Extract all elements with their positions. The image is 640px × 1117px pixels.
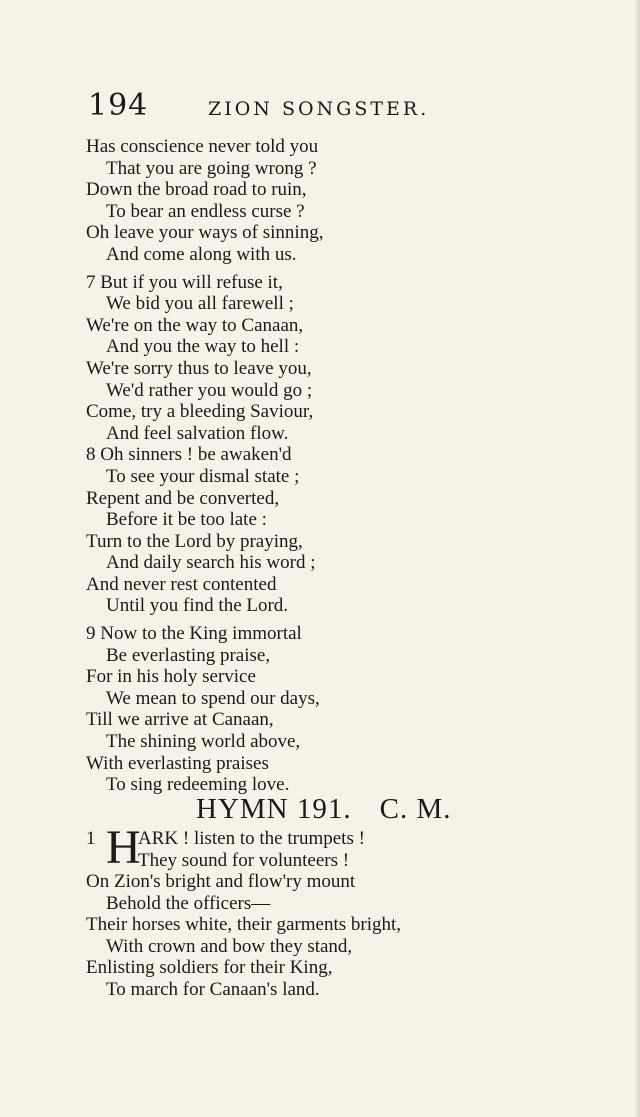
hymn-title: HYMN 191. <box>196 793 352 825</box>
verse-line: To march for Canaan's land. <box>106 978 320 1000</box>
page-edge-shadow <box>634 0 640 1117</box>
verse-line: With everlasting praises <box>86 752 269 774</box>
verse-number: 8 <box>86 444 96 466</box>
verse-line: To see your dismal state ; <box>106 465 300 487</box>
verse-first-line: 7 But if you will refuse it, <box>86 271 283 293</box>
verse-line: Has conscience never told you <box>86 136 319 157</box>
verse-line: Until you find the Lord. <box>106 595 289 617</box>
hymn-meter: C. M. <box>379 793 452 825</box>
verse-first-line: 9 Now to the King immortal <box>86 623 302 645</box>
verse-line: Down the broad road to ruin, <box>86 179 307 201</box>
hymn-heading <box>196 793 496 826</box>
verse-line: They sound for volunteers ! <box>138 849 350 871</box>
verse-line: Till we arrive at Canaan, <box>86 709 274 731</box>
verse-line: ARK ! listen to the trumpets ! <box>138 828 365 849</box>
verse-line: We're sorry thus to leave you, <box>86 357 312 379</box>
verse-line: Turn to the Lord by praying, <box>86 530 303 552</box>
verse-line: And never rest contented <box>86 573 277 595</box>
drop-cap: H <box>106 821 141 874</box>
verse-line: With crown and bow they stand, <box>106 935 353 957</box>
running-title: ZION SONGSTER. <box>208 98 430 120</box>
verse-line: Before it be too late : <box>106 509 267 531</box>
verse-line: We'd rather you would go ; <box>106 379 313 401</box>
verse-line: To bear an endless curse ? <box>106 200 305 222</box>
verse-line: And feel salvation flow. <box>106 422 289 444</box>
verse-line: That you are going wrong ? <box>106 157 317 179</box>
verse-line: We mean to spend our days, <box>106 687 320 709</box>
page-number: 194 <box>88 88 149 123</box>
verse-line: Oh leave your ways of sinning, <box>86 222 324 244</box>
verse-number: 1 <box>86 828 96 849</box>
verse-line: Their horses white, their garments bright, <box>86 914 402 936</box>
verse-line: To sing redeeming love. <box>106 774 290 796</box>
drop-cap-block <box>86 821 526 874</box>
verse-line: Behold the officers— <box>106 892 271 914</box>
hymn-191-text <box>86 821 526 1001</box>
verse-line: And you the way to hell : <box>106 336 300 358</box>
verse-line: And come along with us. <box>106 243 297 265</box>
verse-number: 7 <box>86 271 96 293</box>
hymn-190-continuation <box>86 136 506 796</box>
verse-line: The shining world above, <box>106 731 301 753</box>
verse-line: Be everlasting praise, <box>106 644 271 666</box>
verse-line: And daily search his word ; <box>106 552 316 574</box>
verse-number: 9 <box>86 623 96 645</box>
verse-line: Enlisting soldiers for their King, <box>86 957 333 979</box>
verse-line: For in his holy service <box>86 666 256 688</box>
verse-line: We're on the way to Canaan, <box>86 314 304 336</box>
verse-first-line: 8 Oh sinners ! be awaken'd <box>86 444 292 466</box>
verse-line: We bid you all farewell ; <box>106 293 294 315</box>
verse-line: On Zion's bright and flow'ry mount <box>86 871 356 892</box>
verse-line: Repent and be converted, <box>86 487 280 509</box>
verse-line: Come, try a bleeding Saviour, <box>86 401 314 423</box>
page-header <box>88 88 448 124</box>
